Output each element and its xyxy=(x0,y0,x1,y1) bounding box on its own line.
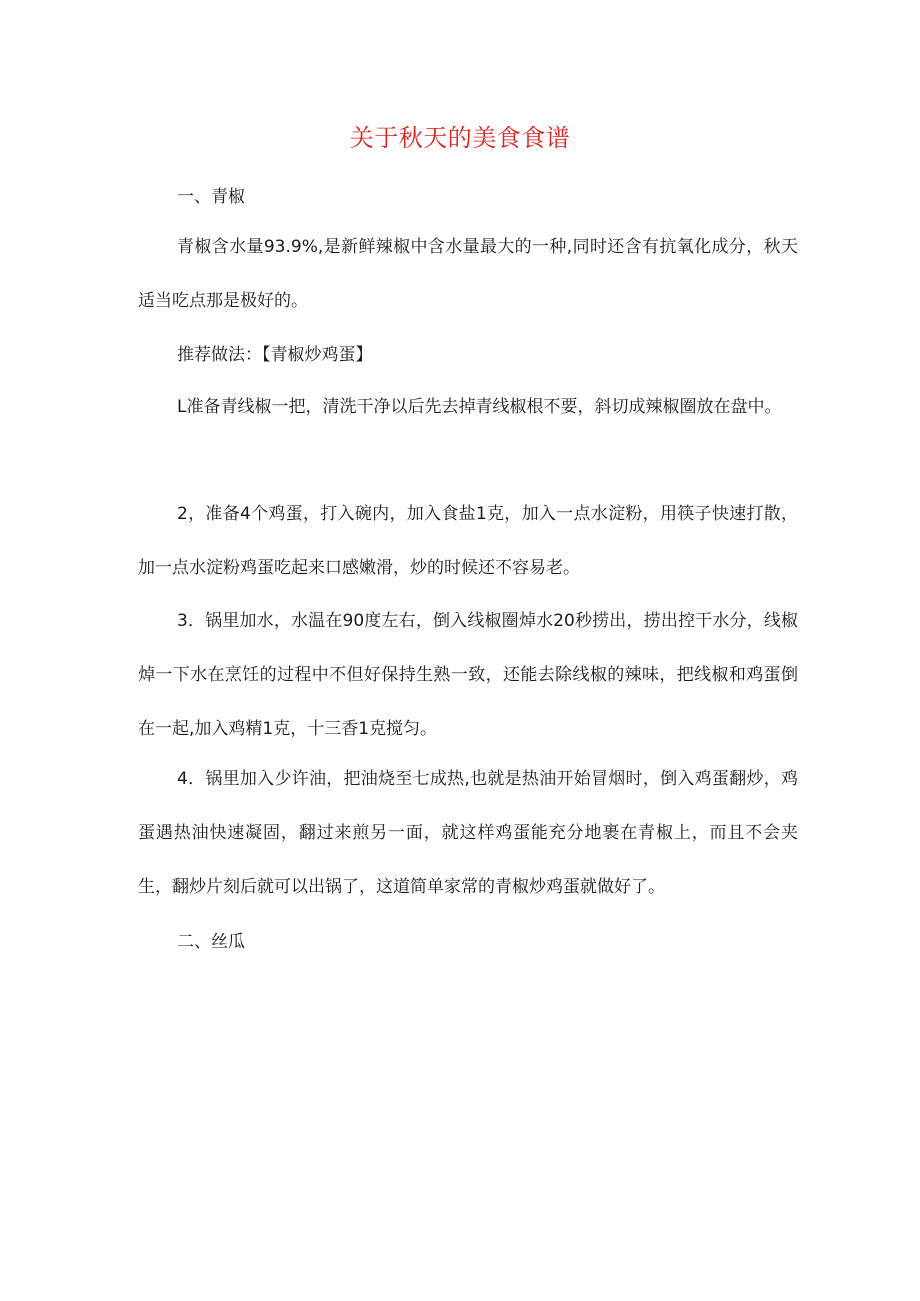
section-heading-loofah: 二、丝瓜 xyxy=(177,932,245,952)
recommend-line: 推荐做法：【青椒炒鸡蛋】 xyxy=(177,345,373,365)
step-2-paragraph: 2，准备4个鸡蛋，打入碗内，加入食盐1克，加入一点水淀粉，用筷子快速打散，加一点水淀粉鸡蛋吃起来口感嫩滑，炒的时候还不容易老。 xyxy=(138,504,798,578)
step-1-paragraph: L准备青线椒一把，清洗干净以后先去掉青线椒根不要，斜切成辣椒圈放在盘中。 xyxy=(177,397,782,417)
intro-paragraph: 青椒含水量93.9%,是新鲜辣椒中含水量最大的一种,同时还含有抗氧化成分，秋天适当吃点那是极好的。 xyxy=(138,237,798,311)
page-title: 关于秋天的美食食谱 xyxy=(349,124,571,152)
step-4-paragraph: 4．锅里加入少许油，把油烧至七成热,也就是热油开始冒烟时，倒入鸡蛋翻炒，鸡蛋遇热油快速凝固，翻过来煎另一面，就这样鸡蛋能充分地裹在青椒上，而且不会夹生，翻炒片刻后就可以出锅了，这道简单家常的青椒炒鸡蛋就做好了。 xyxy=(138,769,798,897)
section-heading-green-pepper: 一、青椒 xyxy=(177,187,245,207)
step-3-paragraph: 3．锅里加水，水温在90度左右，倒入线椒圈焯水20秒捞出，捞出控干水分，线椒焯一下水在烹饪的过程中不但好保持生熟一致，还能去除线椒的辣味，把线椒和鸡蛋倒在一起,加入鸡精1克，十三香1克搅匀。 xyxy=(138,611,798,739)
